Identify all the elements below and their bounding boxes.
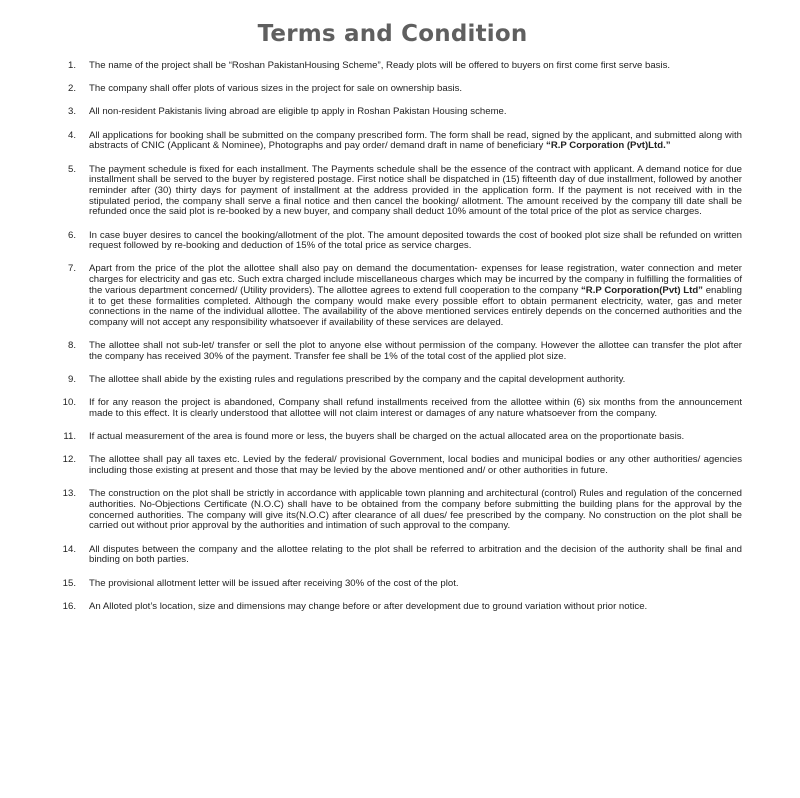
term-item <box>56 84 742 95</box>
term-text-segment: If actual measurement of the area is found more or less, the buyers shall be charged on the actual allocated area on the proportionate basis. <box>89 431 685 443</box>
term-text-segment: The construction on the plot shall be strictly in accordance with applicable town planning and architectural (control) Rules and regulation of the concerned authorities. No-Objections Certificate (N.O.C) shall have to be obtained from the company before submitting the building plans for the approval by the concerned authorities. The company will give its(N.O.C) after clearance of all dues/ fee prescribed by the company. No construction on the plot shall be carried out without prior approval by the authorities and intimation of such approval to the company. <box>89 488 742 532</box>
term-item <box>56 579 742 590</box>
term-text-segment: All applications for booking shall be submitted on the company prescribed form. The form shall be read, signed by the applicant, and submitted along with abstracts of CNIC (Applicant & Nominee), Photographs and pay order/ demand draft in name of beneficiary <box>89 129 742 152</box>
term-text <box>89 60 670 71</box>
term-number: 16. <box>62 600 76 612</box>
term-item <box>56 61 742 72</box>
term-item <box>56 107 742 118</box>
term-number: 3. <box>67 106 76 118</box>
term-text-segment: In case buyer desires to cancel the booking/allotment of the plot. The amount deposited towards the cost of booked plot size shall be refunded on written request followed by re-booking and deduction of 15% of the total price as service charges. <box>89 229 742 252</box>
term-item <box>56 398 742 419</box>
term-text-segment: The payment schedule is fixed for each installment. The Payments schedule shall be the essence of the contract with applicant. A demand notice for due installment shall be served to the buyer by registered postage. First notice shall be dispatched in (15) fifteenth day of due installment, followed by another reminder after (30) thirty days for payment of installment at the address provided in the application form. If the payment is not received with in the stipulated period, the company shall serve a final notice and then cancel the booking/ allotment. The amount received by the company till date shall be refunded once the said plot is re-booked by a new buyer, and company shall deduct 10% amount of the total price of the plot as service charges. <box>89 163 742 218</box>
term-number: 2. <box>67 83 76 95</box>
term-text-segment: The name of the project shall be “Roshan PakistanHousing Scheme”, Ready plots will be offered to buyers on first come first serve basis. <box>89 60 671 71</box>
term-text <box>89 431 684 442</box>
term-text <box>89 230 742 252</box>
term-number: 14. <box>62 543 76 555</box>
term-number: 4. <box>67 129 76 141</box>
term-text <box>89 263 742 328</box>
term-text <box>89 454 742 476</box>
term-item <box>56 602 742 613</box>
term-item <box>56 264 742 328</box>
term-number: 8. <box>67 340 76 352</box>
term-item <box>56 432 742 443</box>
term-text-segment: The allottee shall not sub-let/ transfer or sell the plot to anyone else without permission of the company. However the allottee can transfer the plot after the company has received 30% of the payment. Transfer fee shall be 1% of the total cost of the applied plot size. <box>89 340 742 362</box>
term-number: 6. <box>67 229 76 241</box>
term-text <box>89 488 742 531</box>
term-text-segment: The allottee shall pay all taxes etc. Levied by the federal/ provisional Government, local bodies and municipal bodies or any other authorities/ agencies including those existing at present and those that may be levied by the above mentioned and/ or other authorities in future. <box>89 454 742 477</box>
term-number: 10. <box>62 397 76 409</box>
term-item <box>56 341 742 362</box>
term-text-segment: If for any reason the project is abandoned, Company shall refund installments received from the allottee within (6) six months from the announcement made to this effect. It is clearly understood that allottee will not claim interest or damages of any nature whatsoever from the company. <box>89 397 742 419</box>
term-text <box>89 83 462 94</box>
term-item <box>56 231 742 252</box>
term-number: 5. <box>67 163 76 175</box>
term-text <box>89 374 625 385</box>
term-text <box>89 601 647 612</box>
term-text <box>89 130 742 152</box>
term-text-segment: The provisional allotment letter will be issued after receiving 30% of the cost of the plot. <box>89 577 459 589</box>
term-text <box>89 544 742 566</box>
term-number: 13. <box>62 488 76 500</box>
page-title: Terms and Condition <box>257 21 528 48</box>
term-text <box>89 340 742 362</box>
term-text-segment: Apart from the price of the plot the allottee shall also pay on demand the documentation- expenses for lease registration, water connection and meter charges for electricity and gas etc. Such extra charged include miscellaneous charges which may be incurred by the company in fulfilling the formalities of the various department concerned/ (Utility providers). The allottee agrees to extend full cooperation to the company <box>89 263 742 296</box>
term-text-segment: enabling it to get these formalities completed. Although the company would make every possible effort to obtain permanent electricity, water, gas and meter connections in the name of the individual allottee. The availability of the above mentioned services entirely depends on the concerned authorities and the company will not accept any responsibility whatsoever if availability of these services are delayed. <box>89 284 742 328</box>
term-text-segment: The allottee shall abide by the existing rules and regulations prescribed by the company and the capital development authority. <box>89 374 626 386</box>
term-text <box>89 106 507 117</box>
term-item <box>56 375 742 386</box>
term-number: 7. <box>67 263 76 275</box>
term-item <box>56 489 742 532</box>
term-item <box>56 455 742 476</box>
term-text <box>89 397 742 419</box>
term-text-segment: All non-resident Pakistanis living abroad are eligible tp apply in Roshan Pakistan Housing scheme. <box>89 106 507 118</box>
term-text-segment: An Alloted plot’s location, size and dimensions may change before or after development due to ground variation without prior notice. <box>89 600 648 612</box>
terms-list <box>56 61 742 625</box>
term-number: 12. <box>62 454 76 466</box>
term-text <box>89 578 459 589</box>
company-name: “R.P Corporation(Pvt) Ltd” <box>580 284 703 296</box>
term-text <box>89 164 742 218</box>
company-name: “R.P Corporation (Pvt)Ltd.” <box>546 140 671 152</box>
term-text-segment: The company shall offer plots of various sizes in the project for sale on ownership basis. <box>89 83 463 95</box>
term-number: 9. <box>67 374 76 386</box>
term-item <box>56 165 742 219</box>
term-number: 15. <box>62 577 76 589</box>
term-number: 1. <box>67 60 76 71</box>
term-item <box>56 131 742 152</box>
term-text-segment: All disputes between the company and the allottee relating to the plot shall be referred to arbitration and the decision of the authority shall be final and binding on both parties. <box>89 543 742 566</box>
term-item <box>56 545 742 566</box>
term-number: 11. <box>63 431 76 443</box>
